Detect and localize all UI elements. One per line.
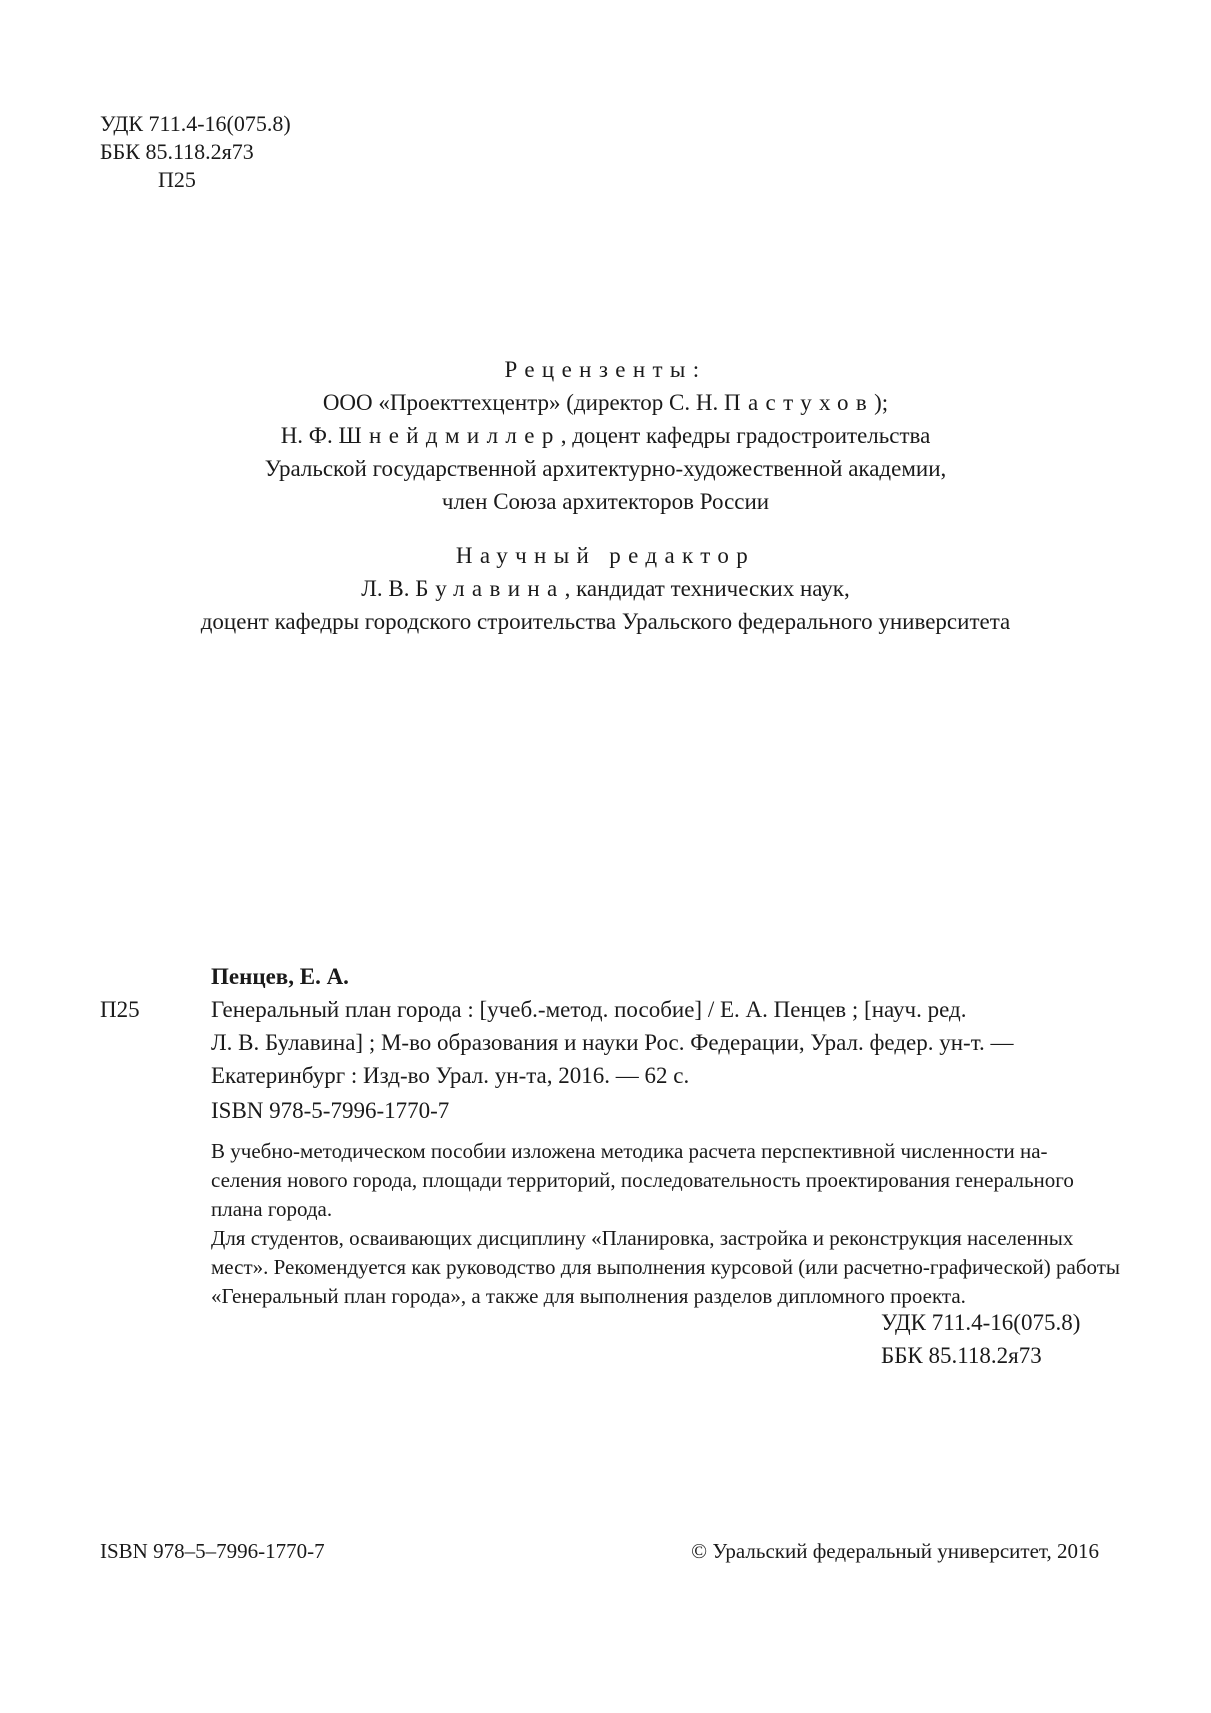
catalog-description [211, 993, 1101, 1092]
editor-section [60, 539, 1151, 638]
udk-code-bottom: УДК 711.4-16(075.8) [881, 1310, 1081, 1335]
abstract-paragraph-2: Для студентов, осваивающих дисциплину «Планировка, застройка и реконструкция населенных мест». Рекомендуется как руководство для выполнения курсовой (или расчетно-графической) работы «Генеральный план города», а также для выполнения разделов дипломного проекта. [211, 1226, 1121, 1308]
reviewer-2: Н. Ф. Шнейдмиллер, доцент кафедры градостроительства [280, 423, 931, 448]
author-sign: П25 [158, 167, 196, 192]
reviewers-section [60, 353, 1151, 518]
editor-affiliation: доцент кафедры городского строительства Уральского федерального университета [200, 609, 1011, 634]
footer-isbn: ISBN 978–5–7996-1770-7 [100, 1539, 325, 1563]
classification-block-top [100, 110, 291, 194]
reviewer-2-membership: член Союза архитекторов России [441, 489, 770, 514]
catalog-line-3: Екатеринбург : Изд-во Урал. ун-та, 2016. — 62 с. [211, 1063, 690, 1088]
abstract-paragraph-1: В учебно-методическом пособии изложена методика расчета перспективной численности на- селения нового города, площади территорий, последовательность проектирования генерального плана города. [211, 1139, 1074, 1221]
editor-name: Л. В. Булавина, кандидат технических наук, [361, 576, 850, 601]
udk-code: УДК 711.4-16(075.8) [100, 111, 291, 136]
bbk-code: ББК 85.118.2я73 [100, 139, 254, 164]
editor-heading: Научный редактор [455, 543, 756, 568]
reviewer-1: ООО «Проекттехцентр» (директор С. Н. Пастухов); [322, 390, 889, 415]
reviewer-2-affiliation: Уральской государственной архитектурно-художественной академии, [264, 456, 947, 481]
catalog-author-sign: П25 [100, 997, 140, 1022]
footer-copyright: © Уральский федеральный университет, 2016 [691, 1539, 1099, 1563]
reviewers-heading: Рецензенты: [504, 357, 707, 382]
catalog-line-1: Генеральный план города : [учеб.-метод. пособие] / Е. А. Пенцев ; [науч. ред. [211, 997, 967, 1022]
catalog-isbn: ISBN 978-5-7996-1770-7 [211, 1098, 450, 1123]
catalog-line-2: Л. В. Булавина] ; М-во образования и науки Рос. Федерации, Урал. федер. ун-т. — [211, 1030, 1014, 1055]
catalog-author: Пенцев, Е. А. [211, 964, 349, 989]
abstract [211, 1137, 1121, 1311]
bbk-code-bottom: ББК 85.118.2я73 [881, 1343, 1042, 1368]
classification-block-bottom [881, 1306, 1080, 1372]
